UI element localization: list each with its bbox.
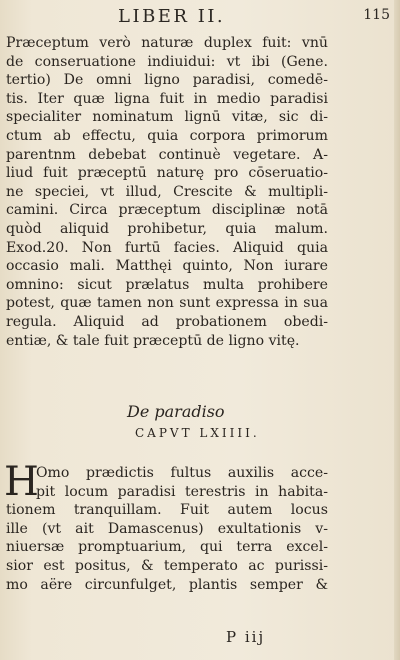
text-line: liud fuit præceptū naturę pro cōseruatio-	[6, 165, 328, 182]
text-line: ne speciei, vt illud, Crescite & multipli-	[6, 183, 328, 200]
text-line: niuersæ promptuarium, qui terra excel-	[6, 539, 328, 556]
text-line: tionem tranquillam. Fuit autem locus	[6, 502, 328, 519]
text-line: Exod.20. Non furtū facies. Aliquid quia	[6, 239, 328, 256]
text-line: occasio mali. Matthęi quinto, Non iurare	[6, 258, 328, 275]
page-number: 115	[363, 7, 390, 23]
chapter-number: CAPVT LXIIII.	[135, 426, 260, 440]
page-edge	[394, 0, 400, 660]
text-line: potest, quæ tamen non sunt expressa in sua	[6, 295, 328, 312]
text-line: Præceptum verò naturæ duplex fuit: vnū	[6, 35, 328, 51]
text-line: de conseruatione indiuidui: vt ibi (Gene.	[6, 53, 328, 70]
text-line: parentnm debebat continuè vegetare. A-	[6, 146, 328, 163]
drop-capital: H	[4, 459, 39, 505]
text-line: Omo prædictis fultus auxilis acce-	[36, 465, 328, 481]
page-header	[0, 6, 400, 28]
text-line: ctum ab effectu, quia corpora primorum	[6, 127, 328, 144]
signature-mark: P iij	[226, 628, 266, 646]
text-line: entiæ, & tale fuit præceptū de ligno vitę.	[6, 332, 300, 349]
text-line: sior est positus, & temperato ac purissi-	[6, 557, 328, 574]
text-line: quòd aliquid prohibetur, quia malum.	[6, 220, 328, 237]
text-line: regula. Aliquid ad probationem obedi-	[6, 313, 328, 330]
paragraph-praeceptum	[6, 34, 328, 350]
section-title: De paradiso	[127, 402, 225, 421]
text-line: tis. Iter quæ ligna fuit in medio paradisi	[6, 90, 328, 107]
text-line: tertio) De omni ligno paradisi, comedē-	[6, 72, 328, 89]
paragraph-homo	[4, 459, 328, 594]
text-line: mo aëre circunfulget, plantis semper &	[6, 576, 328, 593]
text-line: ille (vt ait Damascenus) exultationis v-	[6, 520, 328, 537]
text-line: pit locum paradisi terestris in habita-	[36, 483, 328, 500]
text-line: camini. Circa præceptum disciplinæ notā	[6, 202, 328, 219]
text-line: specialiter nominatum lignū vitæ, sic di-	[6, 109, 328, 126]
text-line: omnino: sicut prælatus multa prohibere	[6, 276, 328, 293]
running-head: LIBER II.	[118, 6, 226, 27]
